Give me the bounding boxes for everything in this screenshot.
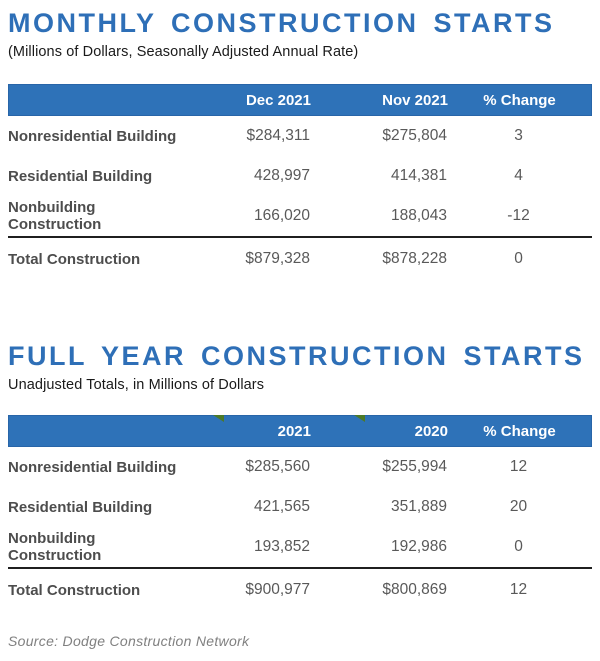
row-value-change: 12	[509, 458, 528, 475]
row-label: Nonbuilding Construction	[8, 199, 102, 233]
monthly-subtitle: (Millions of Dollars, Seasonally Adjusted Annual Rate)	[8, 44, 359, 60]
table-row	[8, 487, 592, 527]
header-col-dec-2021: Dec 2021	[245, 91, 311, 109]
table-row	[8, 196, 592, 236]
row-label: Nonbuilding Construction	[8, 530, 102, 564]
total-value-change: 0	[514, 250, 523, 267]
full-year-header-row	[8, 415, 592, 447]
green-triangle-icon	[213, 415, 224, 422]
monthly-header-row	[8, 84, 592, 116]
row-value-nov: 188,043	[390, 207, 447, 224]
header-col-2020: 2020	[414, 422, 448, 440]
row-label: Residential Building	[8, 498, 153, 516]
total-value-2020: $800,869	[382, 581, 447, 598]
full-year-title: FULL YEAR CONSTRUCTION STARTS	[8, 341, 585, 371]
row-value-change: 3	[514, 127, 523, 144]
table-row	[8, 116, 592, 156]
row-label: Residential Building	[8, 167, 153, 185]
row-label: Nonresidential Building	[8, 458, 177, 476]
total-value-dec: $879,328	[245, 250, 310, 267]
total-label: Total Construction	[8, 581, 141, 599]
header-col-2021: 2021	[277, 422, 311, 440]
total-row	[8, 569, 592, 611]
row-value-nov: $275,804	[382, 127, 447, 144]
row-value-2021: 421,565	[253, 498, 310, 515]
total-value-nov: $878,228	[382, 250, 447, 267]
monthly-starts-section	[8, 8, 592, 280]
table-row	[8, 156, 592, 196]
row-label: Nonresidential Building	[8, 127, 177, 145]
full-year-subtitle: Unadjusted Totals, in Millions of Dollars	[8, 377, 265, 393]
row-value-change: 4	[514, 167, 523, 184]
full-year-table	[8, 415, 592, 611]
total-row	[8, 238, 592, 280]
table-row	[8, 527, 592, 567]
row-value-2020: $255,994	[382, 458, 447, 475]
full-year-starts-section	[8, 341, 592, 611]
row-value-2020: 192,986	[390, 538, 447, 555]
row-value-dec: 166,020	[253, 207, 310, 224]
monthly-title: MONTHLY CONSTRUCTION STARTS	[8, 8, 555, 38]
header-col-pct-change: % Change	[483, 422, 556, 440]
row-value-change: -12	[507, 207, 530, 224]
row-value-change: 0	[514, 538, 523, 555]
row-value-nov: 414,381	[390, 167, 447, 184]
source-attribution: Source: Dodge Construction Network	[8, 633, 250, 649]
row-value-dec: 428,997	[253, 167, 310, 184]
total-value-change: 12	[509, 581, 528, 598]
total-value-2021: $900,977	[245, 581, 310, 598]
header-col-pct-change: % Change	[483, 91, 556, 109]
total-label: Total Construction	[8, 250, 141, 268]
green-triangle-icon	[354, 415, 365, 422]
row-value-change: 20	[509, 498, 528, 515]
row-value-2020: 351,889	[390, 498, 447, 515]
row-value-dec: $284,311	[246, 127, 310, 144]
row-value-2021: $285,560	[245, 458, 310, 475]
table-row	[8, 447, 592, 487]
monthly-table	[8, 84, 592, 280]
row-value-2021: 193,852	[253, 538, 310, 555]
header-col-nov-2021: Nov 2021	[382, 91, 448, 109]
